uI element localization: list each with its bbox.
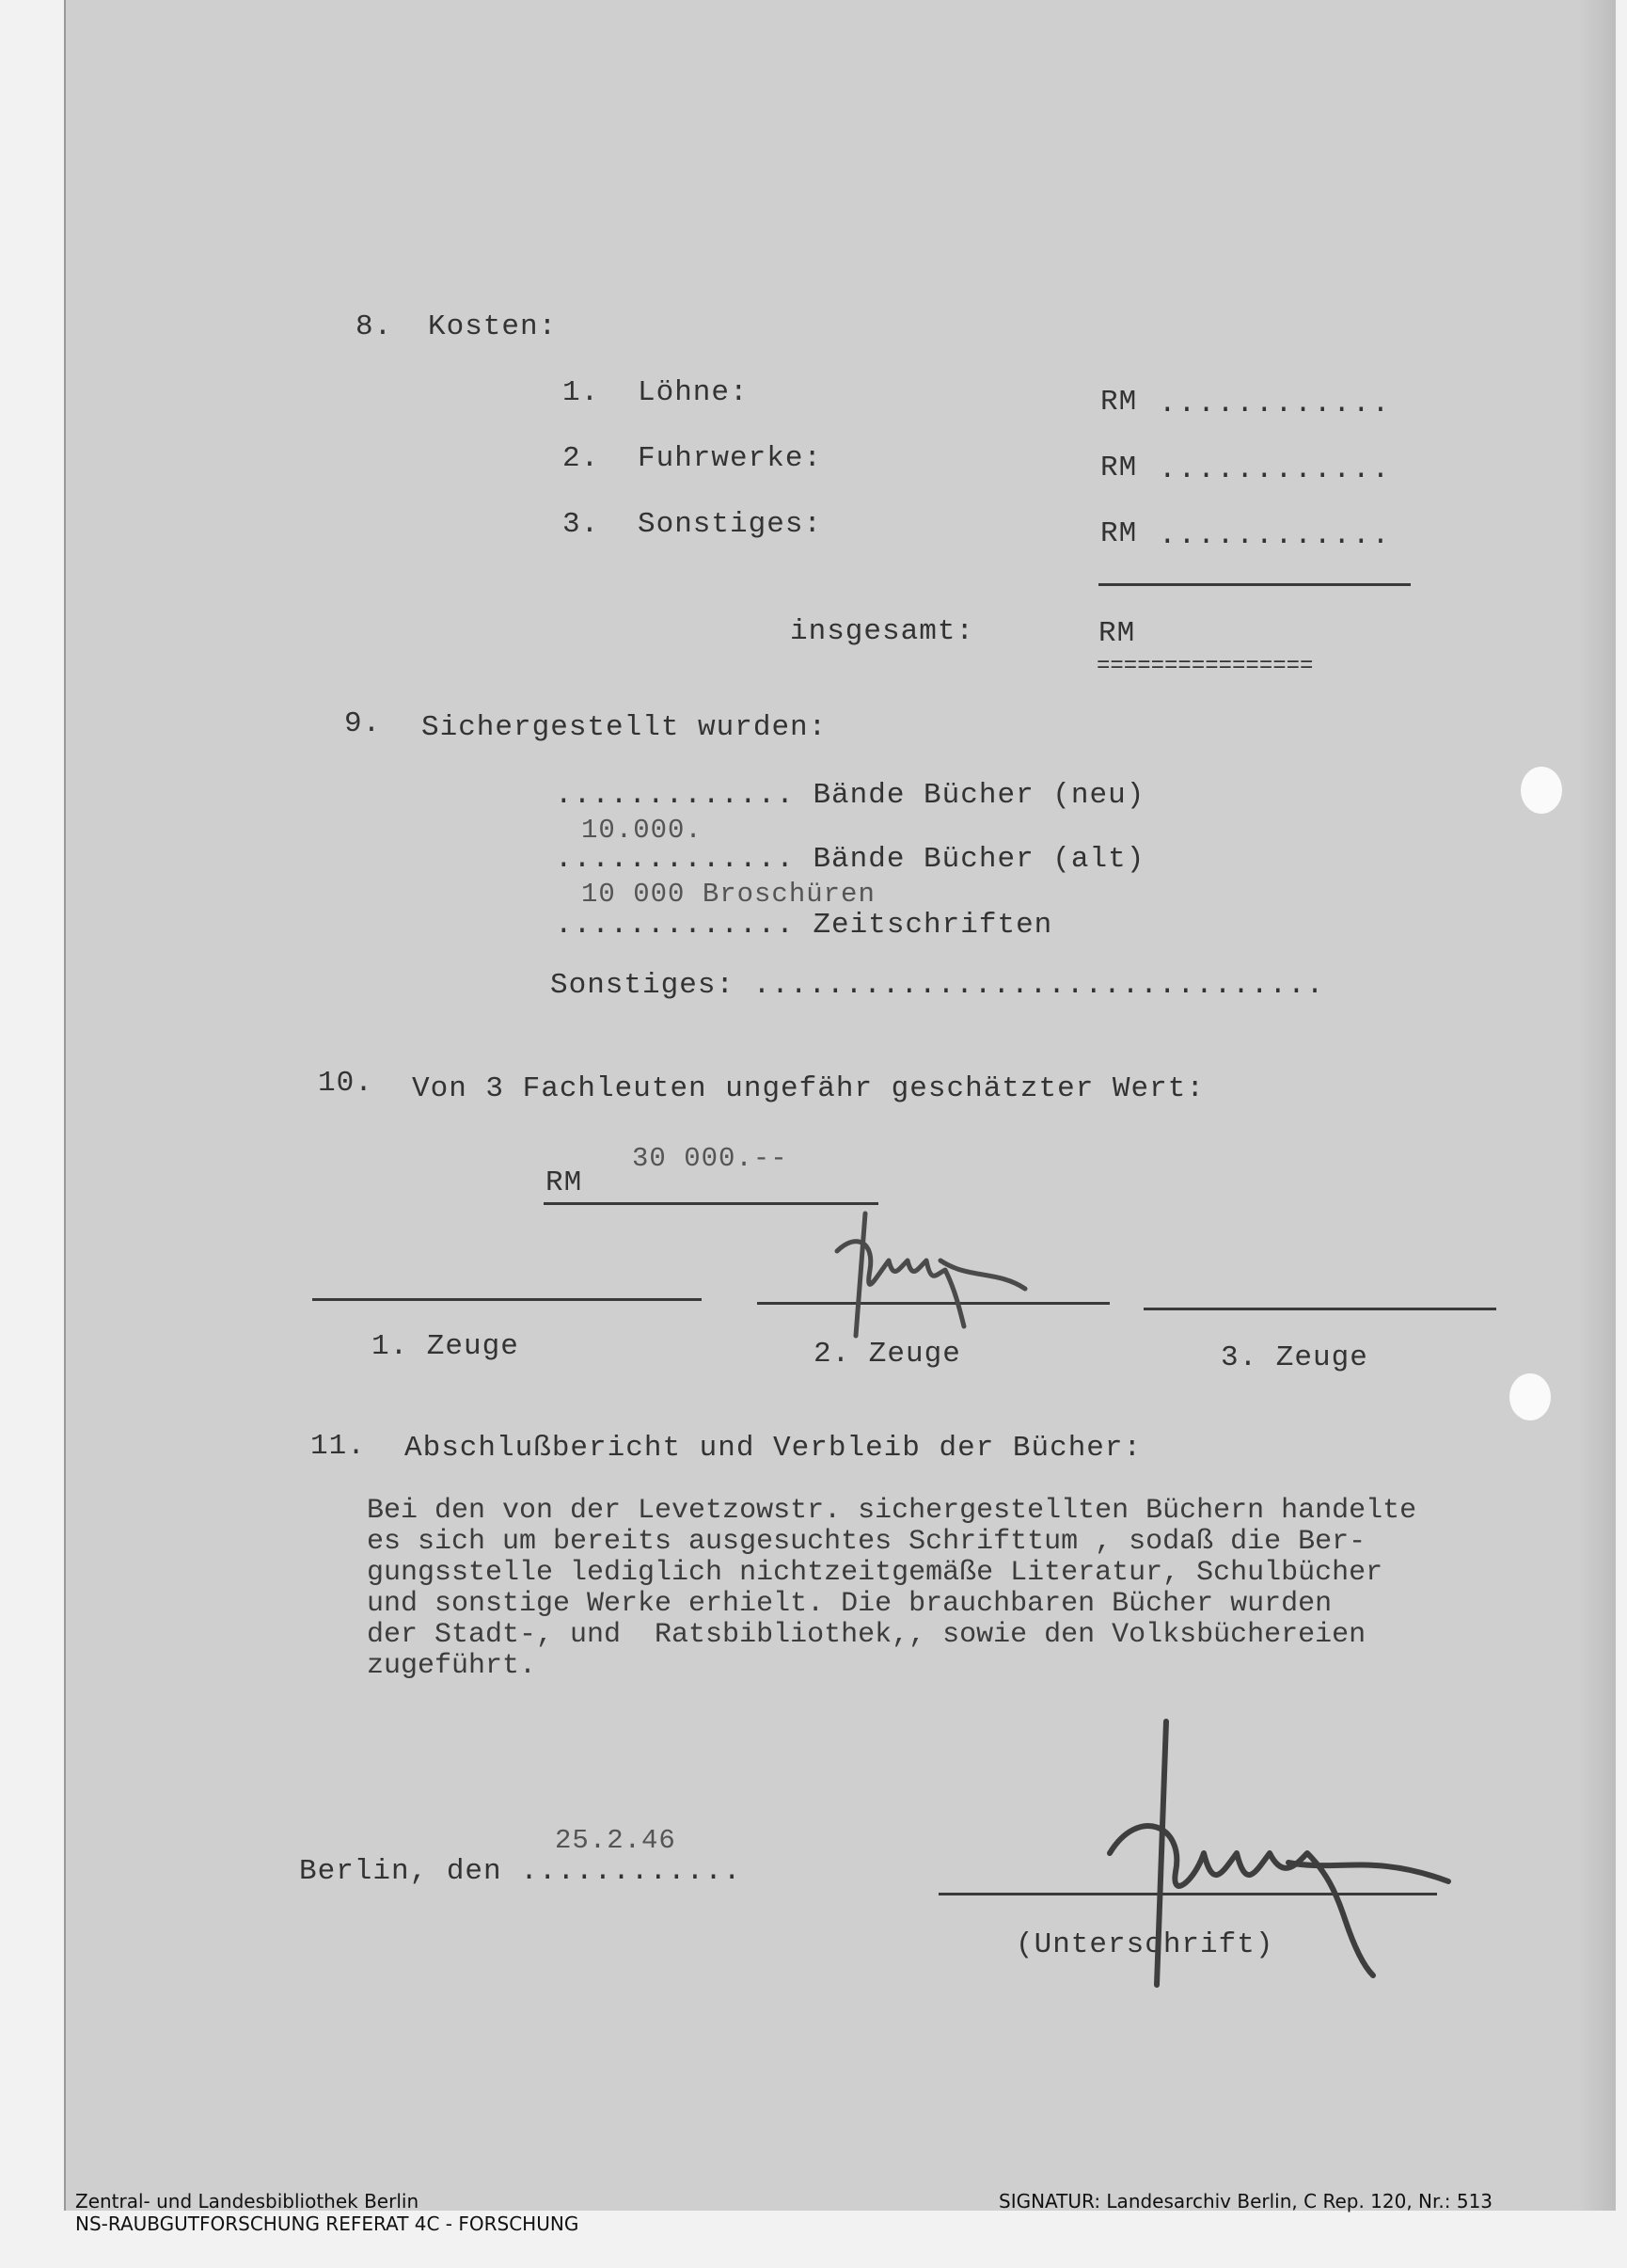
section-10-title: Von 3 Fachleuten ungefähr geschätzter Wert: (412, 1072, 1205, 1105)
punch-hole-top (1521, 767, 1562, 814)
signature-label: (Unterschrift) (1016, 1928, 1274, 1961)
witness-1-label: 1. Zeuge (371, 1330, 519, 1363)
estimated-value: 30 000.-- (632, 1143, 788, 1174)
secured-periodicals-line: ............. Zeitschriften (555, 909, 1053, 942)
secured-new-books-line: ............. Bände Bücher (neu) (555, 779, 1145, 812)
punch-hole-bottom (1509, 1373, 1551, 1420)
section-11-number: 11. (310, 1430, 366, 1463)
closing-date: 25.2.46 (555, 1825, 676, 1856)
secured-other-line: Sonstiges: ............................... (550, 969, 1325, 1002)
cost-total-currency: RM (1098, 617, 1136, 650)
estimated-value-currency: RM (545, 1166, 583, 1199)
cost-total-label: insgesamt: (790, 615, 975, 648)
witness-1-line (312, 1298, 702, 1301)
section-9-title: Sichergestellt wurden: (421, 711, 828, 744)
cost-item-3-number: 3. (562, 508, 600, 541)
secured-old-books-line: ............. Bände Bücher (alt) (555, 843, 1145, 876)
cost-total-double-rule: ================ (1097, 654, 1314, 679)
cost-item-1-label: Löhne: (638, 376, 749, 409)
section-8-title: Kosten: (428, 310, 558, 343)
cost-item-2-label: Fuhrwerke: (638, 442, 823, 475)
cost-item-1-currency: RM (1100, 386, 1138, 419)
cost-item-3-dots: ............ (1159, 519, 1392, 552)
cost-sum-rule (1098, 583, 1411, 586)
secured-old-books-count: 10.000. (581, 815, 703, 846)
secured-brochures: 10 000 Broschüren (581, 879, 876, 910)
footer-signature-ref: SIGNATUR: Landesarchiv Berlin, C Rep. 120, Nr.: 513 (999, 2190, 1493, 2212)
witness-2-signature (818, 1195, 1072, 1355)
section-8-number: 8. (355, 310, 393, 343)
closing-place: Berlin, den ............ (299, 1855, 742, 1888)
footer-left (75, 2190, 578, 2235)
footer-library: Zentral- und Landesbibliothek Berlin (75, 2190, 419, 2212)
cost-item-3-label: Sonstiges: (638, 508, 823, 541)
final-report-paragraph: Bei den von der Levetzowstr. sichergestellten Büchern handelte es sich um bereits ausgesuchtes Schrifttum , sodaß die Ber- gungsstelle lediglich nichtzeitgemäße Literatur, Schulbücher und sonstige Werke erhielt. Die brauchbaren Bücher wurden der Stadt-, und Ratsbibliothek,, sowie den Volksbüchereien zugeführt. (367, 1495, 1417, 1682)
cost-item-1-dots: ............ (1159, 388, 1392, 420)
main-signature (1053, 1712, 1467, 1994)
cost-item-1-number: 1. (562, 376, 600, 409)
witness-3-line (1144, 1308, 1496, 1310)
cost-item-2-number: 2. (562, 442, 600, 475)
witness-3-label: 3. Zeuge (1221, 1341, 1368, 1374)
cost-item-3-currency: RM (1100, 517, 1138, 550)
section-11-title: Abschlußbericht und Verbleib der Bücher: (404, 1432, 1143, 1465)
witness-2-label: 2. Zeuge (814, 1338, 961, 1371)
cost-item-2-dots: ............ (1159, 453, 1392, 486)
section-9-number: 9. (344, 707, 382, 740)
section-10-number: 10. (318, 1067, 373, 1100)
footer-department: NS-RAUBGUTFORSCHUNG REFERAT 4C - FORSCHUNG (75, 2212, 579, 2235)
cost-item-2-currency: RM (1100, 452, 1138, 484)
